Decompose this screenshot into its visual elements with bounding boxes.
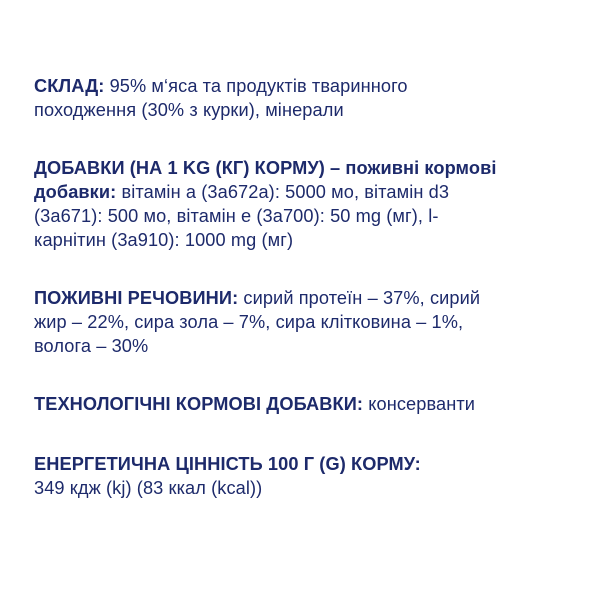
nutrients-section [34,286,574,358]
technological-section [34,392,574,416]
composition-text-2: походження (30% з курки), мінерали [34,100,344,120]
nutrients-line-1 [34,286,574,310]
additives-text-2: (3а671): 500 мо, вітамін е (3а700): 50 mg (мг), l- [34,206,439,226]
additives-line-2 [34,180,574,204]
energy-title-line [34,452,574,476]
energy-text: 349 кдж (kj) (83 ккал (kcal)) [34,478,263,498]
nutrients-text-2: жир – 22%, сира зола – 7%, сира клітковина – 1%, [34,312,464,332]
composition-text-1: 95% м‘яса та продуктів тваринного [104,76,408,96]
composition-line-1 [34,74,574,98]
composition-title: СКЛАД: [34,76,105,96]
technological-line [34,392,574,416]
technological-text: консерванти [363,394,476,414]
energy-title: ЕНЕРГЕТИЧНА ЦІННІСТЬ 100 Г (G) КОРМУ: [34,454,421,474]
additives-section [34,156,574,252]
nutrients-text-1: сирий протеїн – 37%, сирий [238,288,481,308]
energy-section [34,452,574,500]
additives-text-1: вітамін а (3а672а): 5000 мо, вітамін d3 [116,182,450,202]
nutrients-title: ПОЖИВНІ РЕЧОВИНИ: [34,288,239,308]
composition-section [34,74,574,122]
additives-title-2: добавки: [34,182,117,202]
additives-title-1 [34,156,574,180]
technological-title: ТЕХНОЛОГІЧНІ КОРМОВІ ДОБАВКИ: [34,394,364,414]
nutrients-text-3: волога – 30% [34,336,149,356]
additives-title-text-1: ДОБАВКИ (НА 1 KG (КГ) КОРМУ) – поживні кормові [34,158,497,178]
additives-text-3: карнітин (3а910): 1000 mg (мг) [34,230,294,250]
